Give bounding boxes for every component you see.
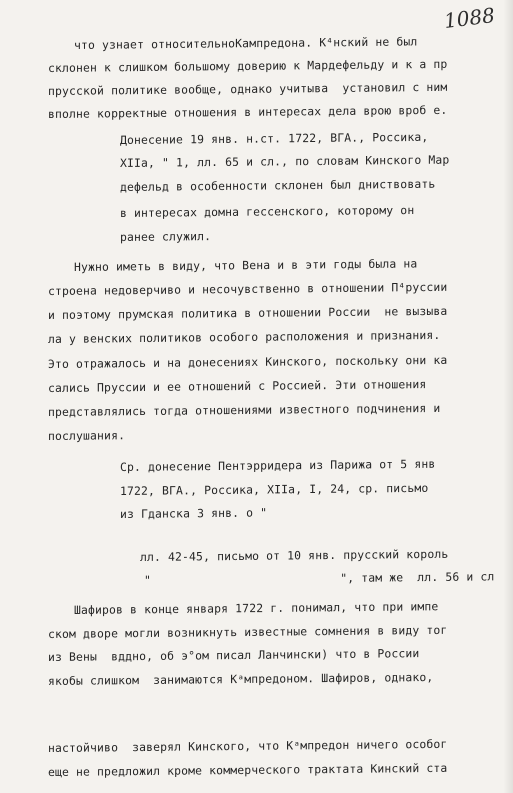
text-line: Шафиров в конце января 1722 г. понимал, что при импе: [74, 599, 439, 617]
text-line: склонен к слишком большому доверию к Мардефельду и к а пр: [48, 56, 448, 75]
text-line: еще не предложил кроме коммерческого трактата Кинский ста: [48, 760, 448, 779]
text-line: 1722, ВГА., Россика, XIIа, I, 24, ср. письмо: [120, 480, 429, 498]
text-line: ском дворе могли возникнуть известные сомнения в виду тог: [48, 622, 448, 641]
text-line: прусской политике вообще, однако учитыва установил с ним: [48, 79, 448, 98]
text-line: послушания.: [48, 428, 126, 443]
text-line: сались Пруссии и ее отношений с Россией. Эти отношения: [48, 377, 427, 395]
text-line: и поэтому прумская политика в отношении России не вызыва: [48, 303, 448, 322]
text-line: Нужно иметь в виду, что Вена и в эти годы была на: [74, 256, 418, 274]
text-line: представлялись тогда отношениями известного подчинения и: [48, 400, 441, 419]
text-line: Донесение 19 янв. н.ст. 1722, ВГА., Россика,: [120, 129, 429, 147]
text-line: Ср. донесение Пентэрридера из Парижа от 5 янв: [120, 456, 436, 474]
text-line: лл. 42-45, письмо от 10 янв. прусский король: [140, 546, 449, 564]
text-line: строена недоверчиво и несочувственно в отношении П⁴руссии: [48, 279, 448, 298]
text-line: вполне корректные отношения в интересах дела врою вроб е.: [48, 102, 448, 121]
text-line: дефельд в особенности склонен был дниствовать: [120, 176, 436, 194]
text-line: из Гданска 3 янв. о ": [120, 505, 268, 521]
text-line: ла у венских политиков особого расположения и признания.: [48, 327, 441, 346]
handwritten-page-number: 1088: [442, 2, 497, 34]
text-line: из Вены вддно, об э°ом писал Ланчински) что в России: [48, 646, 420, 664]
text-line: ранее служил.: [120, 229, 212, 244]
text-line: XIIа, " 1, лл. 65 и сл., по словам Кинского Мар: [120, 152, 450, 170]
text-line: Это отражалось и на донесениях Кинского, поскольку они ка: [48, 352, 448, 371]
text-line: " ", там же лл. 56 и сл: [144, 569, 495, 587]
text-line: якобы слишком занимаются Кᵃмпредоном. Шафиров, однако,: [48, 669, 434, 688]
text-line: в интересах домна гессенского, которому он: [120, 202, 415, 220]
text-line: настойчиво заверял Кинского, что Кᵃмпредон ничего особог: [48, 736, 448, 755]
text-line: что узнает относительноКампредона. К⁴нский не был: [74, 34, 418, 52]
